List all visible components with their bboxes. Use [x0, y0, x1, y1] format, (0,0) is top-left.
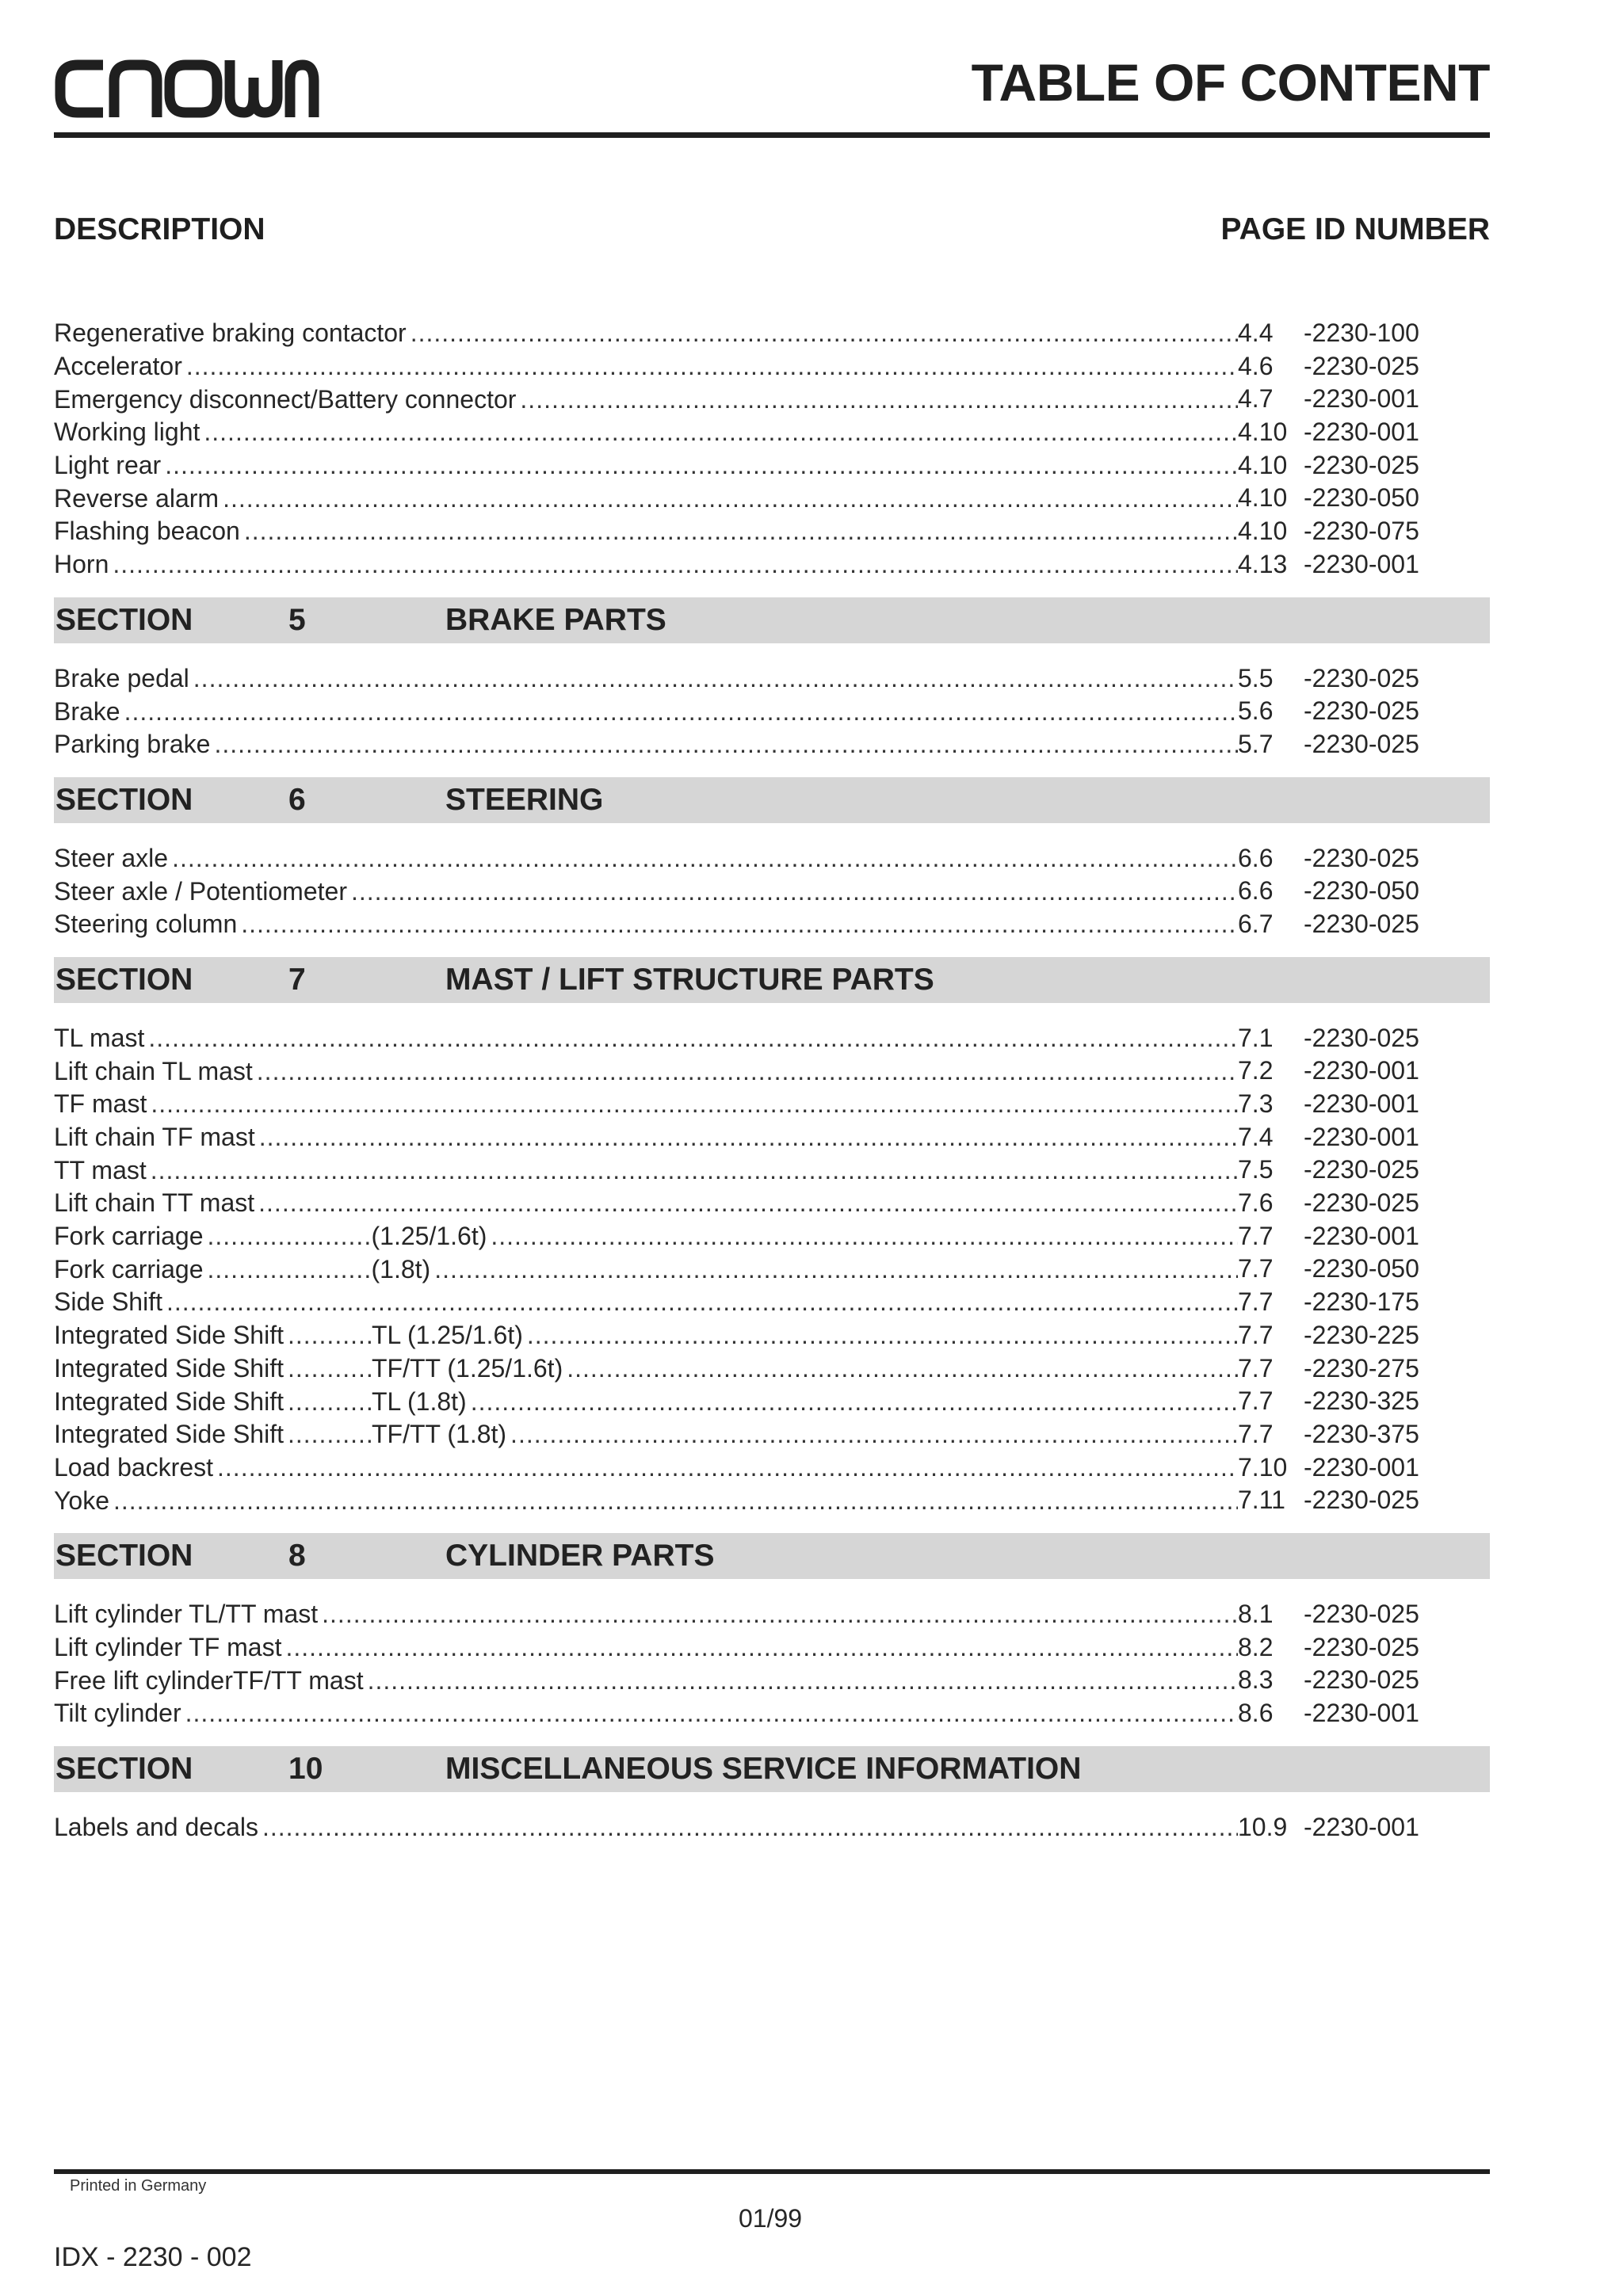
toc-entry-leader: [54, 1121, 1238, 1154]
toc-entry-id: -2230-025: [1304, 696, 1419, 726]
toc-entry-page: 8.3: [1238, 1665, 1274, 1695]
toc-entry: [54, 1631, 1490, 1665]
toc-entry-leader: [54, 449, 1238, 482]
toc-entry: [54, 1319, 1490, 1352]
toc-entry-page: 8.1: [1238, 1599, 1274, 1628]
issue-date: 01/99: [739, 2204, 803, 2233]
toc-entry: [54, 1121, 1490, 1154]
toc-entry-leader: [54, 1598, 1238, 1631]
toc-entry-variant: TF/TT (1.8t): [371, 1420, 507, 1449]
dot-leader: [213, 1453, 1238, 1482]
toc-entry: [54, 1286, 1490, 1319]
toc-entry-page: 6.6: [1238, 843, 1274, 872]
toc-entry: [54, 842, 1490, 875]
toc-entry-label: TL mast: [54, 1023, 145, 1052]
toc-entry-leader: [54, 662, 1238, 696]
toc-entry: [54, 1154, 1490, 1187]
toc-entry-page: 7.10: [1238, 1452, 1288, 1482]
toc-entry: [54, 350, 1490, 383]
section-label: SECTION: [55, 1538, 193, 1573]
toc-entry-variant: (1.8t): [371, 1254, 431, 1283]
toc-entry: [54, 875, 1490, 908]
section-header-10: [54, 1746, 1490, 1792]
dot-leader: [506, 1420, 1238, 1449]
toc-entry-page: 8.6: [1238, 1699, 1274, 1727]
toc-entry-label: Lift chain TT mast: [54, 1188, 255, 1218]
dot-leader: [161, 451, 1238, 480]
toc-entry-id: -2230-175: [1304, 1287, 1419, 1317]
toc-entry-page: 4.13: [1238, 549, 1288, 578]
section-number: 6: [288, 782, 306, 817]
toc-entry-id: -2230-025: [1304, 663, 1419, 692]
toc-entry-variant: (1.25/1.6t): [371, 1222, 487, 1251]
toc-entry-label: Accelerator: [54, 352, 182, 381]
section-title: STEERING: [445, 782, 604, 817]
toc-entry-leader: [54, 1055, 1238, 1088]
toc-entry-page: 4.10: [1238, 450, 1288, 479]
toc-entry-id: -2230-025: [1304, 1155, 1419, 1184]
printed-in-note: Printed in Germany: [70, 2177, 207, 2195]
toc-entry-variant: TL (1.25/1.6t): [371, 1321, 523, 1350]
toc-entry-page: 5.7: [1238, 729, 1274, 758]
toc-entry: [54, 449, 1490, 482]
toc-entry-label: Light rear: [54, 451, 162, 480]
section-title: MAST / LIFT STRUCTURE PARTS: [445, 962, 934, 997]
dot-leader: [516, 385, 1238, 414]
toc-entry: [54, 548, 1490, 582]
dot-leader: [281, 1633, 1238, 1662]
section-title: BRAKE PARTS: [445, 602, 666, 637]
toc-entry-id: -2230-001: [1304, 384, 1419, 414]
toc-entry-page: 7.3: [1238, 1089, 1274, 1118]
dot-leader: [430, 1255, 1238, 1284]
toc-entry-id: -2230-225: [1304, 1320, 1419, 1349]
dot-leader: [181, 1699, 1238, 1728]
toc-entry-id: -2230-025: [1304, 1665, 1419, 1695]
toc-entry: [54, 1697, 1490, 1730]
toc-entry-leader: [54, 1319, 1238, 1352]
dot-leader: [487, 1222, 1238, 1251]
toc-entry-page: 4.10: [1238, 517, 1288, 546]
toc-entry: [54, 515, 1490, 548]
dot-leader: [284, 1321, 372, 1350]
toc-entry: [54, 1418, 1490, 1451]
toc-entry-label: Working light: [54, 418, 200, 447]
dot-leader: [253, 1057, 1238, 1086]
toc-entry-leader: [54, 1664, 1238, 1697]
dot-leader: [407, 318, 1238, 348]
dot-leader: [258, 1813, 1238, 1842]
description-column-heading: DESCRIPTION: [54, 212, 265, 246]
toc-entry-variant: TF/TT (1.25/1.6t): [371, 1353, 563, 1383]
toc-entry-id: -2230-025: [1304, 1486, 1419, 1515]
dot-leader: [182, 352, 1238, 381]
toc-entry-page: 7.7: [1238, 1353, 1274, 1383]
toc-entry-page: 4.10: [1238, 483, 1288, 513]
section-header-6: [54, 777, 1490, 823]
toc-entry-page: 7.2: [1238, 1056, 1274, 1085]
toc-entry: [54, 1352, 1490, 1386]
toc-entry-label: Parking brake: [54, 730, 211, 759]
toc-entry-leader: [54, 908, 1238, 941]
dot-leader: [364, 1666, 1238, 1695]
dot-leader: [254, 1188, 1238, 1218]
toc-entry-leader: [54, 1811, 1238, 1844]
dot-leader: [523, 1321, 1238, 1350]
toc-entry-leader: [54, 1088, 1238, 1121]
toc-entry-id: -2230-001: [1304, 1089, 1419, 1118]
toc-entry-leader: [54, 1187, 1238, 1220]
toc-entry-page: 5.5: [1238, 663, 1274, 692]
toc-entry-id: -2230-325: [1304, 1386, 1419, 1416]
toc-entry-label: Lift cylinder TF mast: [54, 1632, 282, 1661]
toc-entry: [54, 1664, 1490, 1697]
toc-entry-page: 7.7: [1238, 1320, 1274, 1349]
toc-entry-id: -2230-025: [1304, 450, 1419, 479]
toc-entry-page: 7.11: [1238, 1486, 1285, 1515]
toc-entry-leader: [54, 1286, 1238, 1319]
dot-leader: [162, 1287, 1238, 1317]
dot-leader: [204, 1255, 372, 1284]
toc-entry-leader: [54, 1697, 1238, 1730]
toc-entry-label: Horn: [54, 550, 109, 579]
toc-entry-id: -2230-025: [1304, 843, 1419, 872]
toc-entry-id: -2230-050: [1304, 1254, 1419, 1283]
toc-entry-page: 7.7: [1238, 1254, 1274, 1283]
toc-entry-leader: [54, 1385, 1238, 1418]
toc-entry-label: Lift chain TF mast: [54, 1123, 255, 1152]
toc-entry-label: Brake pedal: [54, 663, 189, 692]
section-label: SECTION: [55, 962, 193, 997]
section-header-7: [54, 957, 1490, 1003]
toc-entry-label: Brake: [54, 696, 120, 726]
toc-entry: [54, 383, 1490, 416]
toc-entry-page: 7.4: [1238, 1122, 1274, 1151]
toc-entry-label: Steer axle: [54, 843, 169, 872]
section-label: SECTION: [55, 1751, 193, 1786]
dot-leader: [284, 1354, 372, 1383]
dot-leader: [284, 1420, 372, 1449]
toc-entry: [54, 1484, 1490, 1517]
toc-entry: [54, 1253, 1490, 1286]
toc-entry-label: Fork carriage: [54, 1222, 204, 1251]
toc-entry-label: Yoke: [54, 1486, 109, 1515]
toc-entry-label: Integrated Side Shift: [54, 1321, 284, 1350]
toc-entry-id: -2230-025: [1304, 1632, 1419, 1661]
toc-entry-leader: [54, 383, 1238, 416]
dot-leader: [147, 1156, 1238, 1185]
dot-leader: [109, 550, 1238, 579]
toc-entry-label: Reverse alarm: [54, 483, 220, 513]
toc-entry-page: 7.5: [1238, 1155, 1274, 1184]
toc-entry-leader: [54, 1220, 1238, 1253]
section-header-8: [54, 1533, 1490, 1579]
toc-entry-label: Steer axle / Potentiometer: [54, 876, 347, 906]
toc-entry: [54, 1055, 1490, 1088]
section-label: SECTION: [55, 602, 193, 637]
toc-entry-leader: [54, 1418, 1238, 1451]
toc-entry-page: 6.7: [1238, 909, 1274, 938]
toc-entry-id: -2230-025: [1304, 1599, 1419, 1628]
toc-entry-leader: [54, 728, 1238, 761]
toc-entry-id: -2230-001: [1304, 549, 1419, 578]
toc-entry-label: Lift chain TL mast: [54, 1056, 253, 1085]
toc-entry: [54, 695, 1490, 728]
toc-entry-id: -2230-025: [1304, 1023, 1419, 1052]
toc-entry: [54, 1598, 1490, 1631]
toc-entry: [54, 317, 1490, 350]
toc-entry-label: Integrated Side Shift: [54, 1353, 284, 1383]
toc-entry-leader: [54, 317, 1238, 350]
toc-entry-leader: [54, 1631, 1238, 1665]
toc-entry-page: 7.7: [1238, 1221, 1274, 1250]
toc-entry-id: -2230-001: [1304, 1056, 1419, 1085]
dot-leader: [240, 517, 1238, 546]
toc-entry-leader: [54, 875, 1238, 908]
toc-entry-leader: [54, 1154, 1238, 1187]
dot-leader: [347, 877, 1238, 906]
toc-entry-label: Regenerative braking contactor: [54, 318, 407, 348]
toc-entry-page: 7.7: [1238, 1386, 1274, 1416]
toc-entry-page: 4.4: [1238, 318, 1274, 347]
toc-entry: [54, 1811, 1490, 1844]
toc-entry-label: Labels and decals: [54, 1813, 258, 1842]
document-id: IDX - 2230 - 002: [54, 2242, 252, 2272]
toc-entry-page: 7.7: [1238, 1287, 1274, 1317]
footer-rule: [54, 2169, 1490, 2174]
toc-entry-leader: [54, 1022, 1238, 1055]
toc-entry-id: -2230-001: [1304, 418, 1419, 447]
toc-entry-leader: [54, 548, 1238, 582]
toc-entry-page: 7.7: [1238, 1419, 1274, 1448]
crown-logo: [54, 55, 319, 122]
dot-leader: [109, 1486, 1238, 1516]
section-number: 5: [288, 602, 306, 637]
section-title: MISCELLANEOUS SERVICE INFORMATION: [445, 1751, 1082, 1786]
dot-leader: [168, 844, 1238, 873]
page-id-column-heading: PAGE ID NUMBER: [1220, 212, 1490, 246]
toc-entry-page: 4.6: [1238, 351, 1274, 380]
section-number: 10: [288, 1751, 323, 1786]
toc-entry: [54, 416, 1490, 449]
section-label: SECTION: [55, 782, 193, 817]
toc-entry-id: -2230-025: [1304, 351, 1419, 380]
toc-entry-page: 6.6: [1238, 876, 1274, 906]
toc-entry-leader: [54, 1253, 1238, 1286]
toc-entry-leader: [54, 1451, 1238, 1485]
dot-leader: [318, 1600, 1238, 1629]
toc-entry-label: Integrated Side Shift: [54, 1386, 284, 1416]
toc-entry-id: -2230-275: [1304, 1353, 1419, 1383]
toc-entry-page: 7.6: [1238, 1188, 1274, 1218]
toc-entry: [54, 1022, 1490, 1055]
dot-leader: [204, 1222, 372, 1251]
dot-leader: [210, 730, 1238, 759]
toc-entry-leader: [54, 350, 1238, 383]
toc-entry-id: -2230-050: [1304, 483, 1419, 513]
toc-entry-leader: [54, 482, 1238, 515]
toc-entry-id: -2230-025: [1304, 1188, 1419, 1218]
dot-leader: [144, 1024, 1238, 1053]
section-title: CYLINDER PARTS: [445, 1538, 715, 1573]
toc-entry-id: -2230-001: [1304, 1452, 1419, 1482]
dot-leader: [237, 910, 1238, 939]
toc-entry-leader: [54, 842, 1238, 875]
toc-entry-id: -2230-025: [1304, 729, 1419, 758]
section-number: 7: [288, 962, 306, 997]
toc-entry-label: Tilt cylinder: [54, 1699, 181, 1728]
toc-entry-id: -2230-075: [1304, 517, 1419, 546]
toc-content: [54, 317, 1490, 1844]
toc-entry-leader: [54, 515, 1238, 548]
toc-entry-id: -2230-050: [1304, 876, 1419, 906]
toc-entry-label: Steering column: [54, 910, 238, 939]
dot-leader: [467, 1387, 1238, 1417]
toc-entry-label: Side Shift: [54, 1287, 162, 1317]
toc-entry-id: -2230-001: [1304, 1221, 1419, 1250]
toc-entry-page: 10.9: [1238, 1812, 1288, 1841]
dot-leader: [200, 418, 1238, 447]
dot-leader: [563, 1354, 1238, 1383]
toc-entry-leader: [54, 695, 1238, 728]
toc-entry-label: Free lift cylinderTF/TT mast: [54, 1665, 364, 1695]
toc-entry-label: Emergency disconnect/Battery connector: [54, 384, 517, 414]
toc-entry: [54, 1088, 1490, 1121]
toc-entry-page: 7.1: [1238, 1023, 1274, 1052]
toc-entry-id: -2230-001: [1304, 1699, 1419, 1727]
toc-entry-leader: [54, 416, 1238, 449]
dot-leader: [219, 484, 1238, 513]
toc-entry-page: 4.10: [1238, 418, 1288, 447]
dot-leader: [147, 1089, 1238, 1119]
document-title: TABLE OF CONTENT: [971, 53, 1490, 112]
dot-leader: [189, 664, 1238, 693]
toc-entry-label: Lift cylinder TL/TT mast: [54, 1600, 319, 1629]
header-rule: [54, 132, 1490, 138]
toc-entry-id: -2230-025: [1304, 909, 1419, 938]
toc-entry-label: Integrated Side Shift: [54, 1420, 284, 1449]
toc-entry-id: -2230-001: [1304, 1122, 1419, 1151]
dot-leader: [120, 697, 1238, 727]
toc-entry-label: Flashing beacon: [54, 517, 240, 546]
dot-leader: [255, 1123, 1238, 1152]
toc-entry-page: 5.6: [1238, 696, 1274, 726]
toc-entry-leader: [54, 1352, 1238, 1386]
toc-entry-id: -2230-100: [1304, 318, 1419, 347]
toc-entry-leader: [54, 1484, 1238, 1517]
toc-entry-label: Fork carriage: [54, 1254, 204, 1283]
section-header-5: [54, 597, 1490, 643]
toc-entry: [54, 1220, 1490, 1253]
toc-entry-label: TF mast: [54, 1089, 147, 1119]
toc-entry: [54, 728, 1490, 761]
toc-entry-id: -2230-375: [1304, 1419, 1419, 1448]
toc-entry-label: Load backrest: [54, 1452, 214, 1482]
toc-entry: [54, 1187, 1490, 1220]
section-number: 8: [288, 1538, 306, 1573]
toc-entry-page: 4.7: [1238, 384, 1274, 414]
toc-entry: [54, 1451, 1490, 1485]
toc-entry: [54, 908, 1490, 941]
toc-entry: [54, 1385, 1490, 1418]
toc-entry-id: -2230-001: [1304, 1812, 1419, 1841]
toc-entry: [54, 662, 1490, 696]
toc-entry-label: TT mast: [54, 1155, 147, 1184]
dot-leader: [284, 1387, 372, 1417]
toc-entry-page: 8.2: [1238, 1632, 1274, 1661]
toc-entry: [54, 482, 1490, 515]
toc-entry-variant: TL (1.8t): [371, 1386, 467, 1416]
